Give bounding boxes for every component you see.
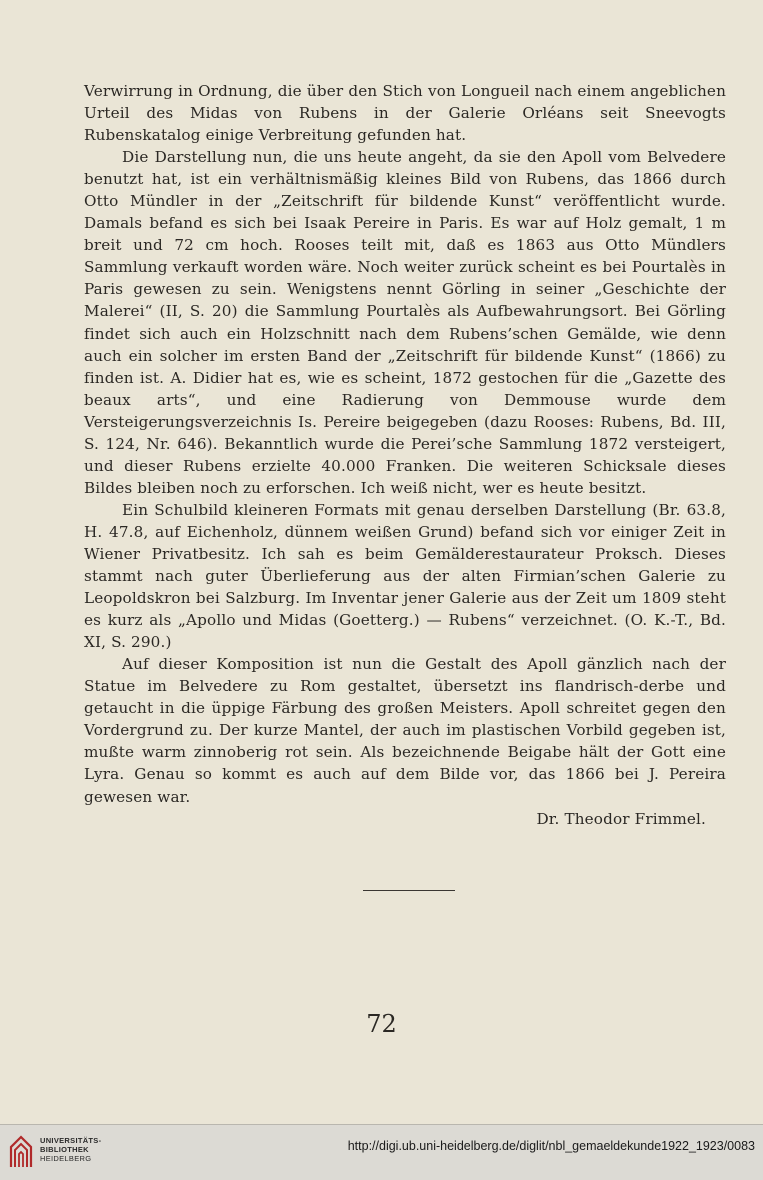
paragraph-3: Ein Schulbild kleineren Formats mit genau derselben Darstellung (Br. 63.8, H. 47.8, auf Eichenholz, dünnem weißen Grund) befand sich vor einiger Zeit in Wiener Privatbesitz. Ich sah es beim Gemälderestaurateur Proksch. Dieses stammt nach guter Überlieferung aus der alten Firmian’schen Galerie zu Leopoldskron bei Salzburg. Im Inventar jener Galerie aus der Zeit um 1809 steht es kurz als „Apollo und Midas (Goetterg.) — Rubens“ verzeichnet. (O. K.-T., Bd. XI, S. 290.) — [84, 500, 726, 652]
logo-line-1: UNIVERSITÄTS- — [40, 1136, 102, 1145]
section-divider — [363, 890, 455, 891]
viewer-footer — [0, 1124, 763, 1180]
library-seal-icon — [8, 1133, 34, 1169]
body-text — [84, 80, 726, 830]
paragraph-2: Die Darstellung nun, die uns heute angeht, da sie den Apoll vom Belvedere benutzt hat, ist ein verhältnismäßig kleines Bild von Rubens, das 1866 durch Otto Mündler in der „Zeitschrift für bildende Kunst“ veröffentlicht wurde. Damals befand es sich bei Isaak Pereire in Paris. Es war auf Holz gemalt, 1 m breit und 72 cm hoch. Rooses teilt mit, daß es 1863 aus Otto Mündlers Sammlung verkauft worden wäre. Noch weiter zurück scheint es bei Pourtalès in Paris gewesen zu sein. Wenigstens nennt Görling in seiner „Geschichte der Malerei“ (II, S. 20) die Sammlung Pourtalès als Aufbewahrungsort. Bei Görling findet sich auch ein Holzschnitt nach dem Rubens’schen Gemälde, wie denn auch ein solcher im ersten Band der „Zeitschrift für bildende Kunst“ (1866) zu finden ist. A. Didier hat es, wie es scheint, 1872 gestochen für die „Gazette des beaux arts“, und eine Radierung von Demmouse wurde dem Versteigerungsverzeichnis Is. Pereire beigegeben (dazu Rooses: Rubens, Bd. III, S. 124, Nr. 646). Bekanntlich wurde die Perei’sche Sammlung 1872 versteigert, und dieser Rubens erzielte 40.000 Franken. Die weiteren Schicksale dieses Bildes bleiben noch zu erforschen. Ich weiß nicht, wer es heute besitzt. — [84, 148, 726, 497]
permalink-url[interactable]: http://digi.ub.uni-heidelberg.de/diglit/nbl_gemaeldekunde1922_1923/0083 — [347, 1139, 755, 1153]
logo-line-2: BIBLIOTHEK — [40, 1145, 89, 1154]
library-logo[interactable] — [40, 1136, 101, 1163]
logo-line-3: HEIDELBERG — [40, 1154, 92, 1163]
author-signature: Dr. Theodor Frimmel. — [536, 809, 706, 828]
paragraph-4: Auf dieser Komposition ist nun die Gestalt des Apoll gänzlich nach der Statue im Belvedere zu Rom gestaltet, übersetzt ins flandrisch-derbe und getaucht in die üppige Färbung des großen Meisters. Apoll schreitet gegen den Vordergrund zu. Der kurze Mantel, der auch im plastischen Vorbild gegeben ist, mußte warm zinnoberig rot sein. Als bezeichnende Beigabe hält der Gott eine Lyra. Genau so kommt es auch auf dem Bilde vor, das 1866 bei J. Pereira gewesen war. — [84, 655, 726, 806]
page-number: 72 — [366, 1010, 397, 1038]
paragraph-1: Verwirrung in Ordnung, die über den Stich von Longueil nach einem angeblichen Urteil des Midas von Rubens in der Galerie Orléans seit Sneevogts Rubenskatalog einige Verbreitung gefunden hat. — [84, 82, 726, 145]
